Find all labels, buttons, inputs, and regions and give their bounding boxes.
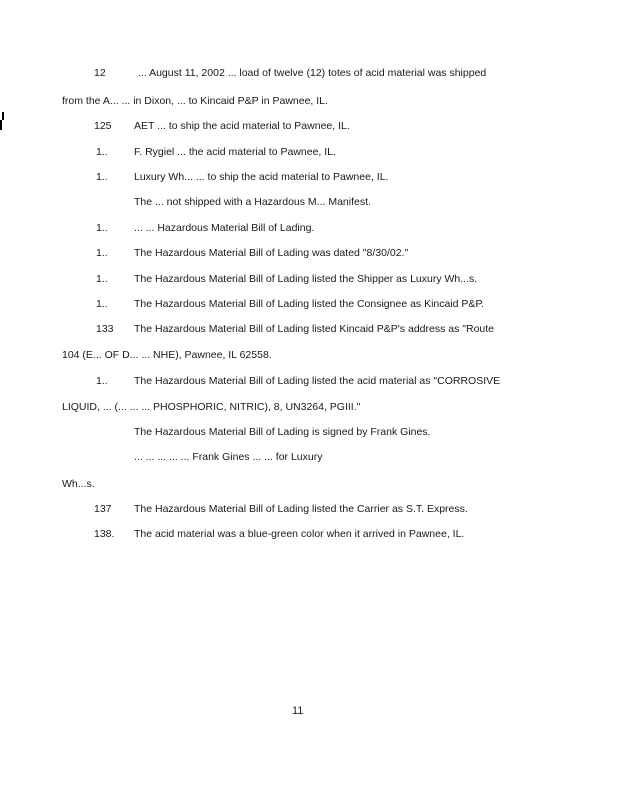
paragraph-text: ... August 11, 2002 ... load of twelve (12) totes of acid material was shipped <box>138 67 487 79</box>
paragraph-text: The Hazardous Material Bill of Lading listed the acid material as "CORROSIVE <box>134 375 501 387</box>
paragraph-number: 137 <box>94 503 112 515</box>
paragraph-text: Luxury Wh... ... to ship the acid material to Pawnee, IL. <box>134 171 389 183</box>
paragraph-text: F. Rygiel ... the acid material to Pawnee, IL. <box>134 146 336 158</box>
paragraph-number: 1.. <box>96 171 108 183</box>
paragraph-number: 133 <box>96 323 114 335</box>
paragraph-text: The ... not shipped with a Hazardous M... Manifest. <box>134 196 371 208</box>
paragraph-text: LIQUID, ... (... ... ... PHOSPHORIC, NITRIC), 8, UN3264, PGIII." <box>62 401 361 413</box>
paragraph-text: AET ... to ship the acid material to Pawnee, IL. <box>134 120 350 132</box>
paragraph-text: The Hazardous Material Bill of Lading listed the Shipper as Luxury Wh...s. <box>134 273 478 285</box>
paragraph-number: 138. <box>94 528 115 540</box>
paragraph-text: Wh...s. <box>62 478 95 490</box>
paragraph-text: ... ... ... ... ... Frank Gines ... ... for Luxury <box>134 451 323 463</box>
paragraph-number: 125 <box>94 120 112 132</box>
page-number: 11 <box>292 705 304 717</box>
paragraph-number: 1.. <box>96 273 108 285</box>
paragraph-text: ... ... Hazardous Material Bill of Lading. <box>134 222 315 234</box>
scan-mark <box>2 112 4 120</box>
paragraph-number: 1.. <box>96 375 108 387</box>
paragraph-text: The Hazardous Material Bill of Lading listed Kincaid P&P's address as "Route <box>134 323 494 335</box>
paragraph-number: 12 <box>94 67 106 79</box>
paragraph-number: 1.. <box>96 298 108 310</box>
paragraph-text: from the A... ... in Dixon, ... to Kincaid P&P in Pawnee, IL. <box>62 95 328 107</box>
paragraph-text: The Hazardous Material Bill of Lading is signed by Frank Gines. <box>134 426 431 438</box>
scan-mark <box>0 120 2 130</box>
paragraph-text: 104 (E... OF D... ... NHE), Pawnee, IL 62558. <box>62 349 272 361</box>
paragraph-text: The acid material was a blue-green color when it arrived in Pawnee, IL. <box>134 528 465 540</box>
paragraph-number: 1.. <box>96 222 108 234</box>
paragraph-number: 1.. <box>96 146 108 158</box>
paragraph-text: The Hazardous Material Bill of Lading listed the Consignee as Kincaid P&P. <box>134 298 485 310</box>
paragraph-number: 1.. <box>96 247 108 259</box>
paragraph-text: The Hazardous Material Bill of Lading listed the Carrier as S.T. Express. <box>134 503 468 515</box>
paragraph-text: The Hazardous Material Bill of Lading was dated "8/30/02." <box>134 247 409 259</box>
